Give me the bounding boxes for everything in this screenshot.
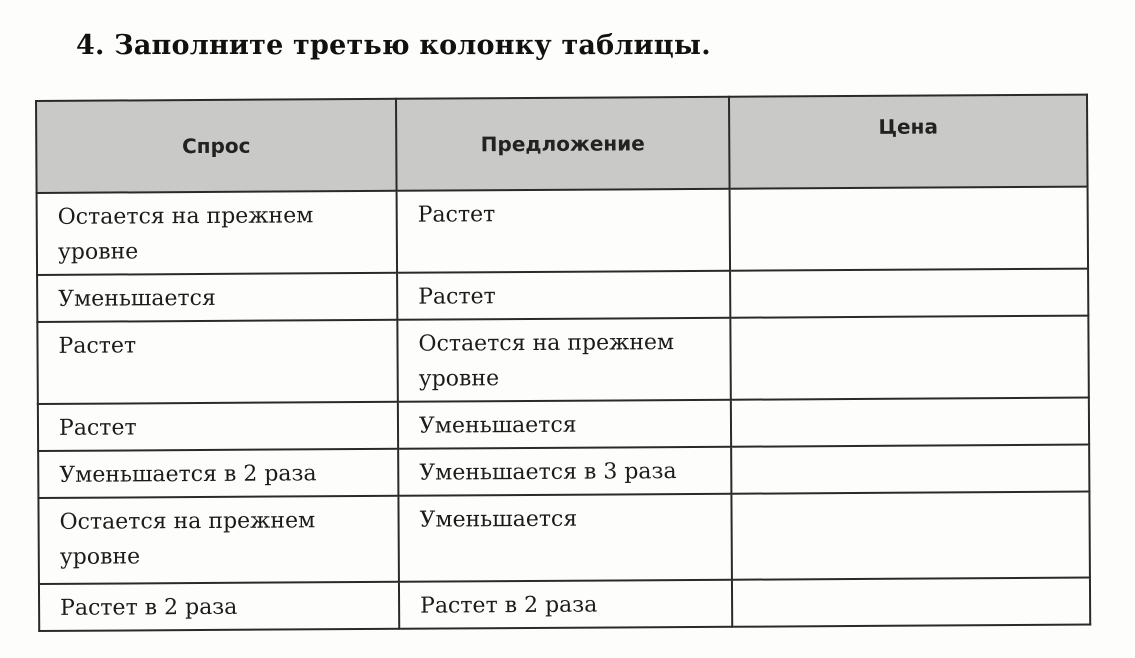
supply-cell: Растет в 2 раза	[399, 580, 732, 629]
supply-demand-table-wrapper	[35, 94, 1089, 632]
price-cell[interactable]	[730, 269, 1088, 318]
price-cell[interactable]	[730, 316, 1088, 400]
price-cell[interactable]	[730, 187, 1088, 271]
demand-cell: Растет	[38, 402, 398, 451]
supply-cell: Уменьшается в 3 раза	[398, 447, 731, 496]
table-row	[38, 398, 1089, 451]
table-row	[37, 269, 1088, 322]
price-cell[interactable]	[731, 398, 1089, 447]
table-row	[37, 316, 1088, 404]
supply-cell: Остается на прежнем уровне	[397, 318, 730, 402]
task-title: 4. Заполните третью колонку таблицы.	[76, 30, 711, 61]
table-row	[38, 492, 1090, 584]
supply-cell: Уменьшается	[398, 494, 732, 582]
supply-cell: Уменьшается	[398, 400, 731, 449]
table-row	[37, 187, 1088, 275]
demand-cell: Уменьшается	[37, 273, 397, 322]
demand-cell: Остается на прежнем уровне	[37, 191, 397, 275]
price-cell[interactable]	[731, 445, 1089, 494]
table-row	[39, 578, 1090, 631]
header-row	[36, 95, 1088, 193]
supply-cell: Растет	[397, 271, 730, 320]
header-price: Цена	[729, 95, 1088, 189]
header-demand: Спрос	[36, 99, 397, 193]
price-cell[interactable]	[732, 578, 1090, 627]
supply-demand-table	[35, 94, 1091, 632]
demand-cell: Уменьшается в 2 раза	[38, 449, 398, 498]
price-cell[interactable]	[731, 492, 1090, 580]
demand-cell: Остается на прежнем уровне	[38, 496, 399, 584]
header-supply: Предложение	[396, 97, 730, 191]
supply-cell: Растет	[397, 189, 730, 273]
demand-cell: Растет	[37, 320, 397, 404]
table-row	[38, 445, 1089, 498]
demand-cell: Растет в 2 раза	[39, 582, 399, 631]
